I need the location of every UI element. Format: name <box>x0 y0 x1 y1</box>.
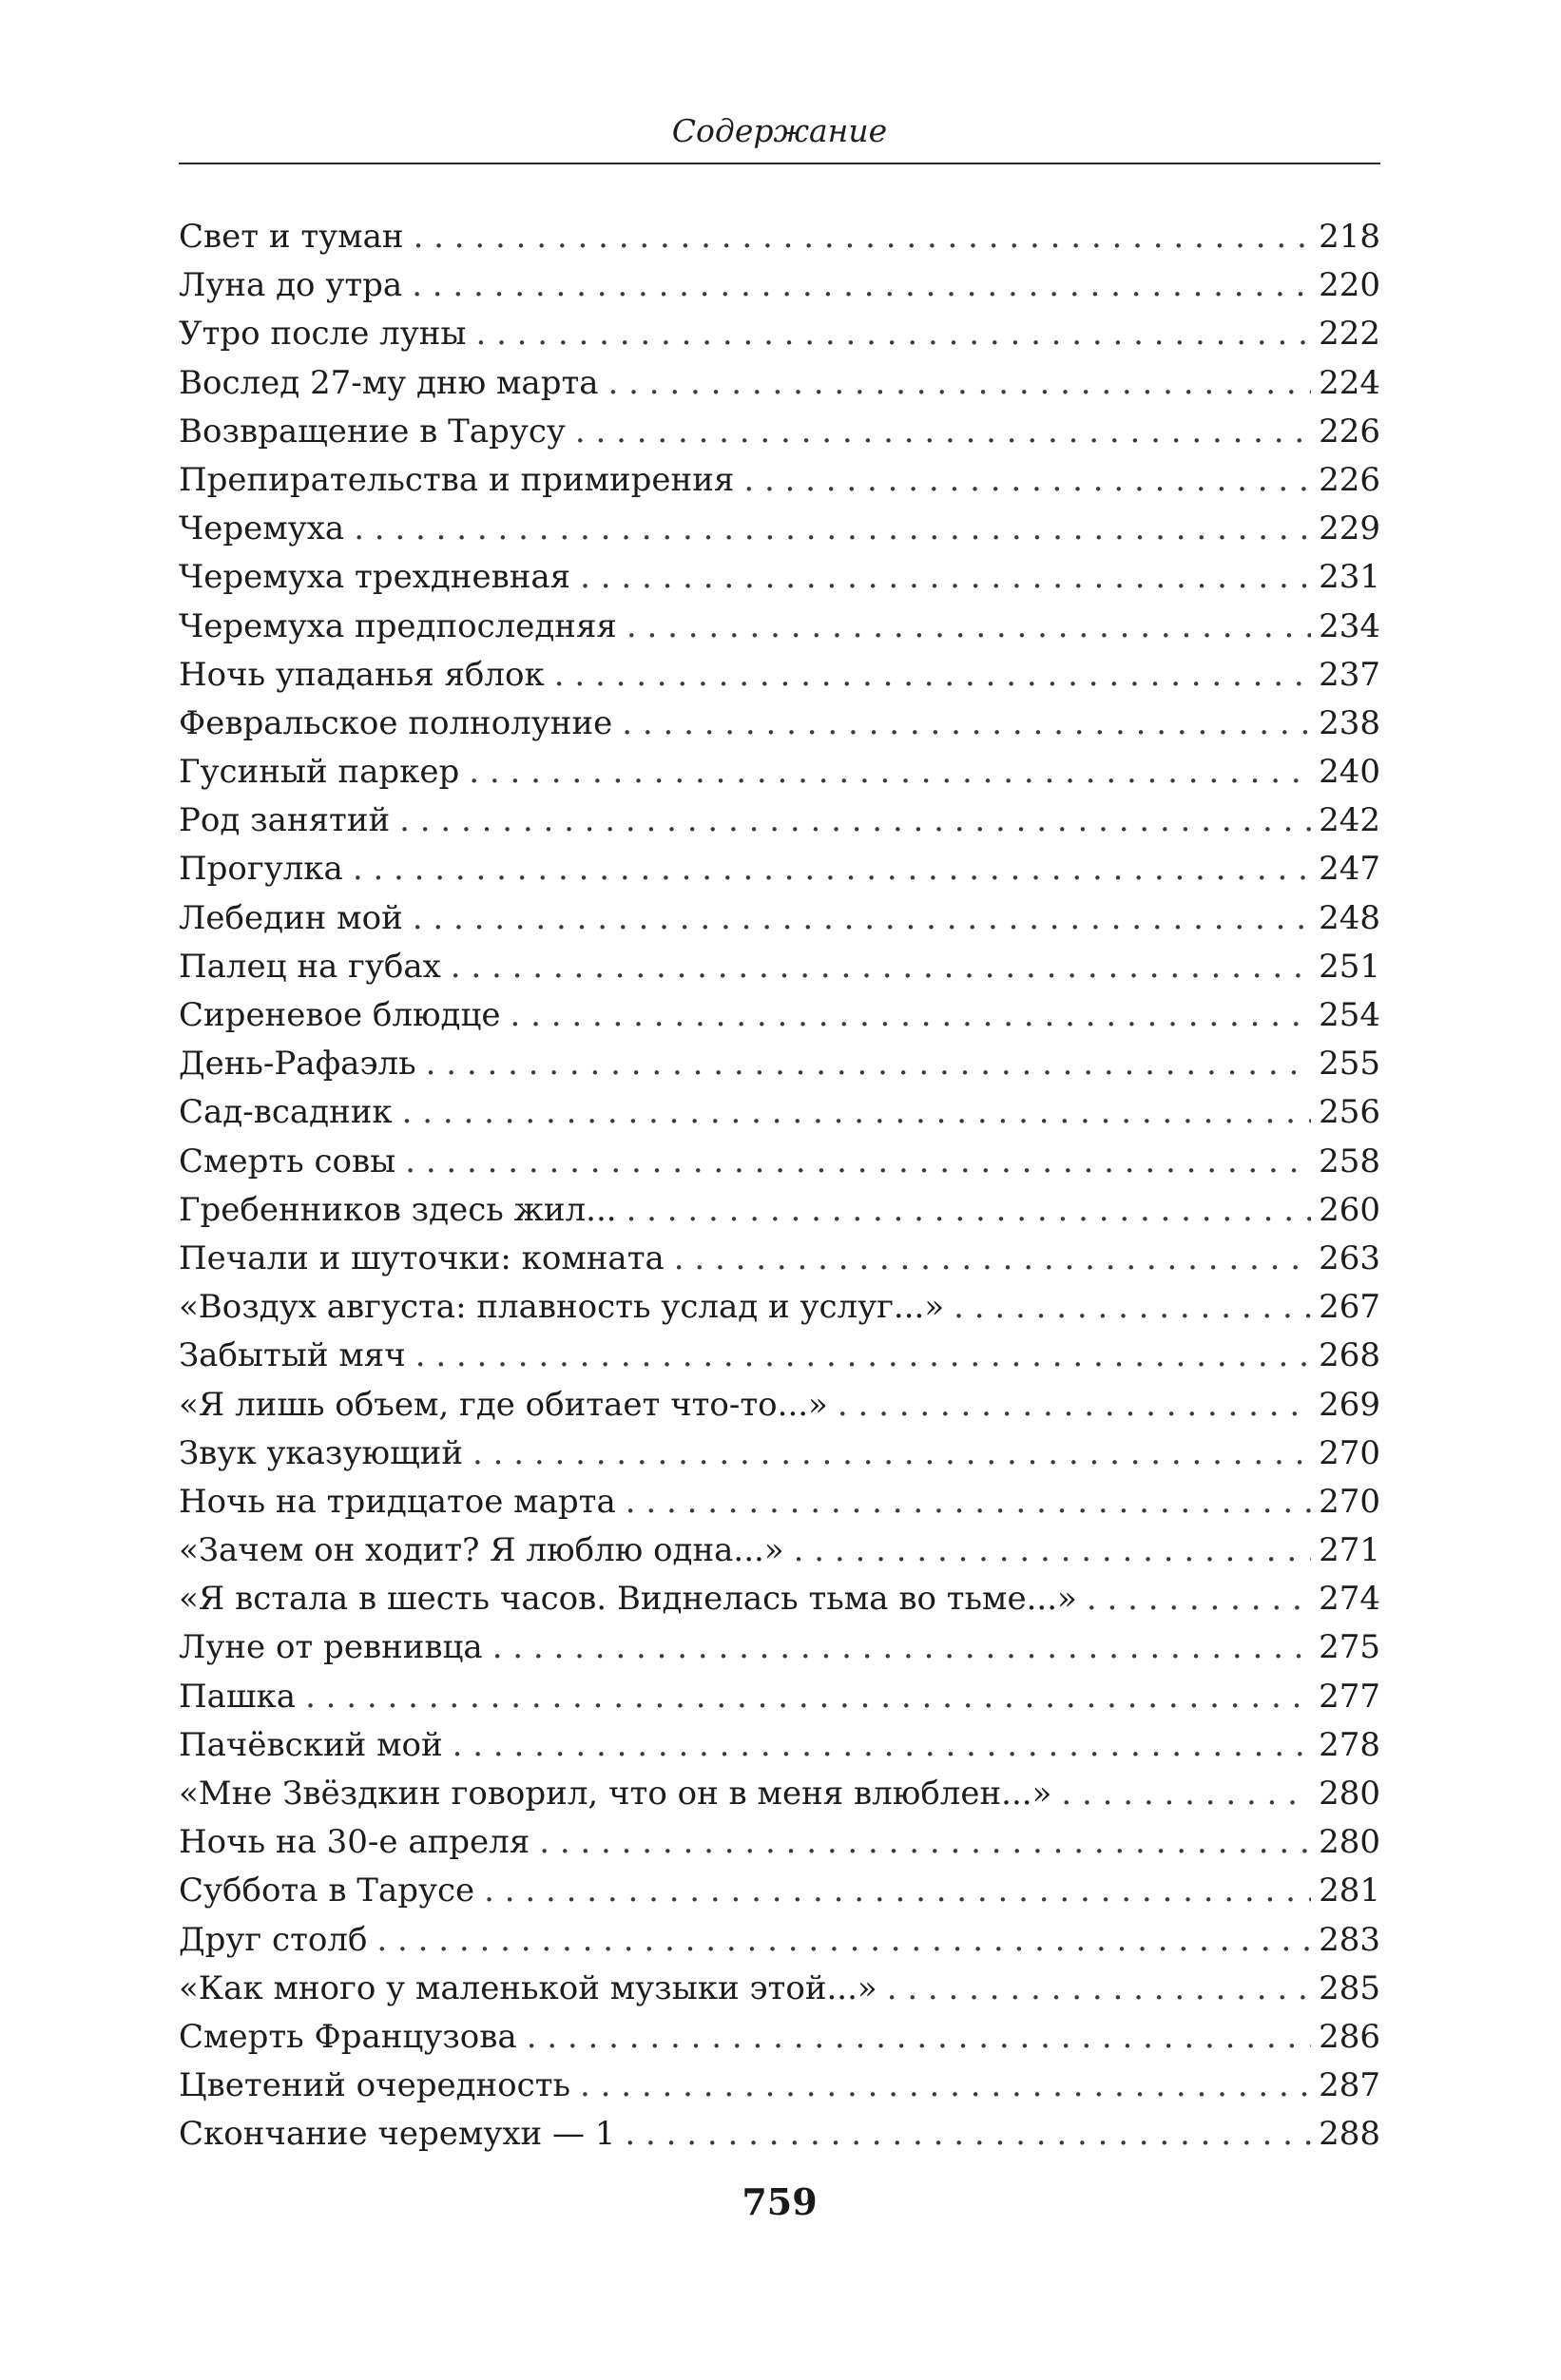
toc-entry-title: «Как много у маленькой музыки этой...» <box>179 1968 877 2007</box>
toc-entry <box>179 1186 1380 1235</box>
toc-entry-page: 224 <box>1319 363 1380 402</box>
toc-entry-title: День-Рафаэль <box>179 1045 416 1084</box>
toc-dot-leader <box>305 1673 1311 1721</box>
toc-dot-leader <box>887 1965 1311 2013</box>
toc-entry <box>179 1138 1380 1186</box>
toc-entry <box>179 2110 1380 2159</box>
toc-entry <box>179 1332 1380 1380</box>
toc-entry-title: Сад-всадник <box>179 1093 393 1132</box>
toc-entry <box>179 845 1380 893</box>
toc-entry <box>179 456 1380 505</box>
toc-dot-leader <box>399 797 1311 845</box>
toc-entry <box>179 1770 1380 1818</box>
toc-entry <box>179 603 1380 651</box>
toc-entry-page: 283 <box>1319 1920 1380 1959</box>
toc-entry-title: Палец на губах <box>179 947 441 986</box>
toc-dot-leader <box>354 505 1311 553</box>
toc-entry-page: 226 <box>1319 412 1380 451</box>
toc-entry-title: «Зачем он ходит? Я люблю одна...» <box>179 1531 784 1570</box>
toc-entry <box>179 261 1380 310</box>
toc-entry-page: 269 <box>1319 1385 1380 1424</box>
toc-entry-title: Черемуха предпоследняя <box>179 606 617 645</box>
toc-dot-leader <box>426 1040 1311 1088</box>
toc-entry-page: 281 <box>1319 1871 1380 1910</box>
toc-dot-leader <box>353 845 1311 893</box>
toc-entry-page: 226 <box>1319 460 1380 499</box>
toc-entry-page: 280 <box>1319 1775 1380 1813</box>
toc-dot-leader <box>376 1916 1311 1965</box>
toc-entry-page: 247 <box>1319 850 1380 889</box>
toc-entry-title: Суббота в Тарусе <box>179 1871 475 1910</box>
toc-entry <box>179 310 1380 358</box>
toc-entry-title: Свет и туман <box>179 218 404 256</box>
toc-entry-title: Цветений очередность <box>179 2066 571 2105</box>
toc-entry <box>179 1235 1380 1283</box>
toc-dot-leader <box>575 408 1311 456</box>
toc-entry-title: Ночь на тридцатое марта <box>179 1482 616 1521</box>
toc-entry <box>179 1478 1380 1526</box>
toc-dot-leader <box>626 1478 1311 1526</box>
running-head: Содержание <box>671 112 888 149</box>
toc-entry-page: 234 <box>1319 606 1380 645</box>
toc-entry-page: 260 <box>1319 1190 1380 1229</box>
toc-entry-page: 288 <box>1319 2115 1380 2154</box>
toc-dot-leader <box>414 213 1312 261</box>
toc-entry <box>179 1040 1380 1088</box>
toc-entry <box>179 1088 1380 1137</box>
toc-entry <box>179 1575 1380 1623</box>
toc-entry-title: Препирательства и примирения <box>179 460 735 499</box>
toc-entry <box>179 943 1380 991</box>
toc-dot-leader <box>554 651 1311 700</box>
toc-entry-title: Февральское полнолуние <box>179 703 613 742</box>
toc-dot-leader <box>412 261 1311 310</box>
toc-dot-leader <box>794 1526 1311 1575</box>
toc-dot-leader <box>622 700 1311 748</box>
toc-dot-leader <box>472 1430 1311 1478</box>
toc-entry <box>179 2013 1380 2062</box>
toc-dot-leader <box>608 359 1312 408</box>
toc-entry-page: 229 <box>1319 509 1380 548</box>
toc-entry-title: Прогулка <box>179 850 343 889</box>
toc-entry-title: «Я лишь объем, где обитает что-то...» <box>179 1385 828 1424</box>
toc-dot-leader <box>626 603 1311 651</box>
toc-entry <box>179 651 1380 700</box>
toc-dot-leader <box>539 1818 1311 1867</box>
toc-dot-leader <box>1061 1770 1311 1818</box>
toc-dot-leader <box>954 1283 1311 1332</box>
table-of-contents <box>179 213 1380 2159</box>
toc-entry <box>179 1283 1380 1332</box>
toc-entry-page: 251 <box>1319 947 1380 986</box>
toc-entry-title: Ночь упаданья яблок <box>179 655 545 694</box>
toc-entry-title: Ночь на 30-е апреля <box>179 1823 530 1862</box>
toc-entry <box>179 1623 1380 1672</box>
toc-entry <box>179 1916 1380 1965</box>
toc-entry <box>179 408 1380 456</box>
toc-entry <box>179 748 1380 797</box>
header-rule <box>179 163 1380 164</box>
toc-dot-leader <box>451 943 1311 991</box>
toc-entry-title: Утро после луны <box>179 315 467 354</box>
toc-dot-leader <box>625 2110 1311 2159</box>
toc-dot-leader <box>475 310 1311 358</box>
toc-entry-page: 271 <box>1319 1531 1380 1570</box>
toc-entry-title: Смерть совы <box>179 1142 396 1180</box>
toc-entry-page: 248 <box>1319 898 1380 937</box>
toc-entry-page: 278 <box>1319 1725 1380 1764</box>
toc-dot-leader <box>1087 1575 1311 1623</box>
toc-dot-leader <box>405 1138 1311 1186</box>
toc-entry-page: 240 <box>1319 753 1380 792</box>
toc-dot-leader <box>510 991 1311 1040</box>
toc-entry-title: «Я встала в шесть часов. Виднелась тьма во тьме...» <box>179 1580 1077 1619</box>
toc-entry <box>179 1381 1380 1430</box>
toc-entry <box>179 1430 1380 1478</box>
toc-entry-page: 242 <box>1319 801 1380 840</box>
toc-entry-page: 286 <box>1319 2017 1380 2056</box>
toc-entry <box>179 2062 1380 2110</box>
toc-entry-title: Печали и шуточки: комната <box>179 1238 665 1277</box>
toc-entry <box>179 700 1380 748</box>
toc-entry <box>179 213 1380 261</box>
toc-entry <box>179 991 1380 1040</box>
toc-dot-leader <box>402 1088 1311 1137</box>
toc-entry <box>179 1526 1380 1575</box>
toc-entry-page: 270 <box>1319 1433 1380 1472</box>
toc-entry <box>179 1818 1380 1867</box>
toc-dot-leader <box>492 1623 1311 1672</box>
toc-entry-page: 254 <box>1319 996 1380 1034</box>
toc-entry-title: «Воздух августа: плавность услад и услуг...» <box>179 1288 945 1327</box>
toc-entry-title: Гусиный паркер <box>179 753 460 792</box>
toc-entry-page: 255 <box>1319 1045 1380 1084</box>
toc-entry-page: 267 <box>1319 1288 1380 1327</box>
toc-dot-leader <box>484 1867 1311 1915</box>
page-number: 759 <box>742 2180 818 2223</box>
toc-entry <box>179 553 1380 602</box>
toc-entry-page: 238 <box>1319 703 1380 742</box>
toc-entry-page: 263 <box>1319 1238 1380 1277</box>
toc-dot-leader <box>580 2062 1311 2110</box>
toc-dot-leader <box>674 1235 1311 1283</box>
toc-entry-page: 268 <box>1319 1336 1380 1375</box>
toc-entry-page: 277 <box>1319 1677 1380 1716</box>
toc-dot-leader <box>413 894 1311 943</box>
toc-dot-leader <box>453 1721 1311 1770</box>
toc-entry-title: Гребенников здесь жил... <box>179 1190 617 1229</box>
toc-entry-title: Друг столб <box>179 1920 368 1959</box>
toc-entry-page: 280 <box>1319 1823 1380 1862</box>
toc-dot-leader <box>527 2013 1311 2062</box>
toc-entry-page: 275 <box>1319 1628 1380 1667</box>
toc-entry-title: Лебедин мой <box>179 898 403 937</box>
toc-entry <box>179 894 1380 943</box>
toc-entry-title: Вослед 27-му дню марта <box>179 363 599 402</box>
toc-entry-title: «Мне Звёздкин говорил, что он в меня влюблен...» <box>179 1775 1052 1813</box>
toc-entry-page: 231 <box>1319 558 1380 597</box>
toc-entry <box>179 797 1380 845</box>
toc-entry-page: 222 <box>1319 315 1380 354</box>
toc-entry-title: Род занятий <box>179 801 391 840</box>
toc-entry <box>179 1965 1380 2013</box>
toc-entry-title: Смерть Французова <box>179 2017 517 2056</box>
toc-entry-title: Возвращение в Тарусу <box>179 412 566 451</box>
toc-entry-page: 258 <box>1319 1142 1380 1180</box>
toc-entry-page: 274 <box>1319 1580 1380 1619</box>
toc-entry <box>179 1721 1380 1770</box>
toc-dot-leader <box>838 1381 1311 1430</box>
toc-entry-title: Черемуха трехдневная <box>179 558 571 597</box>
toc-entry-title: Черемуха <box>179 509 345 548</box>
toc-entry-title: Луне от ревнивца <box>179 1628 483 1667</box>
toc-entry-title: Сиреневое блюдце <box>179 996 501 1034</box>
toc-entry-page: 237 <box>1319 655 1380 694</box>
toc-dot-leader <box>580 553 1311 602</box>
toc-entry-page: 270 <box>1319 1482 1380 1521</box>
toc-entry-title: Скончание черемухи — 1 <box>179 2115 616 2154</box>
toc-entry <box>179 505 1380 553</box>
toc-entry-page: 287 <box>1319 2066 1380 2105</box>
toc-entry <box>179 1673 1380 1721</box>
toc-dot-leader <box>415 1332 1311 1380</box>
toc-dot-leader <box>469 748 1311 797</box>
toc-entry-page: 220 <box>1319 266 1380 305</box>
toc-entry-page: 256 <box>1319 1093 1380 1132</box>
toc-entry-title: Пашка <box>179 1677 297 1716</box>
toc-dot-leader <box>743 456 1311 505</box>
toc-entry-title: Пачёвский мой <box>179 1725 443 1764</box>
toc-entry-title: Луна до утра <box>179 266 403 305</box>
toc-entry <box>179 359 1380 408</box>
toc-entry-page: 285 <box>1319 1968 1380 2007</box>
toc-dot-leader <box>626 1186 1312 1235</box>
toc-entry-title: Звук указующий <box>179 1433 463 1472</box>
toc-entry-page: 218 <box>1319 218 1380 256</box>
toc-entry <box>179 1867 1380 1915</box>
toc-entry-title: Забытый мяч <box>179 1336 406 1375</box>
